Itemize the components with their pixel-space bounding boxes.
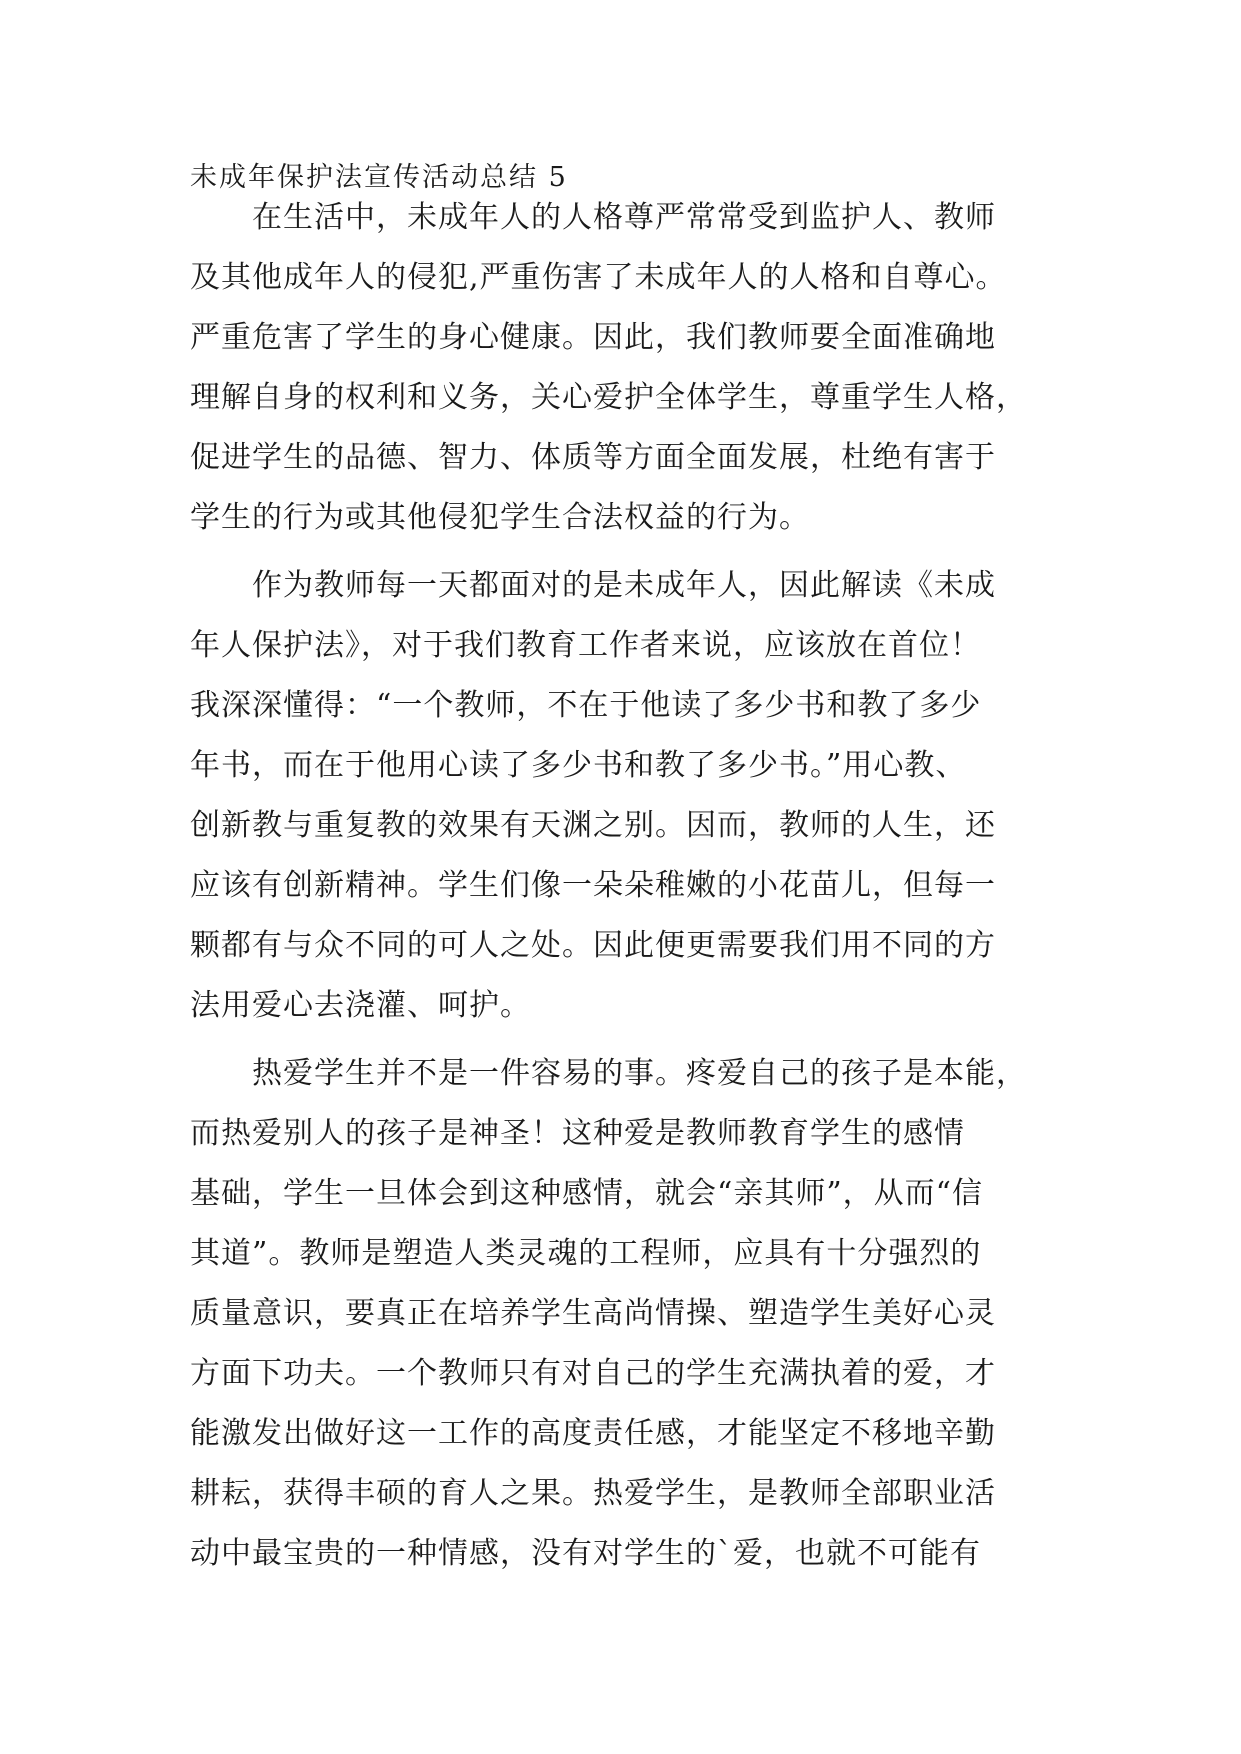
paragraph-1-line-3: 严重危害了学生的身心健康。因此，我们教师要全面准确地 (190, 320, 996, 355)
paragraph-1-line-2: 及其他成年人的侵犯,严重伤害了未成年人的人格和自尊心。 (190, 260, 1007, 295)
paragraph-3-line-4: 其道”。教师是塑造人类灵魂的工程师，应具有十分强烈的 (190, 1236, 982, 1271)
paragraph-3-line-9: 动中最宝贵的一种情感，没有对学生的`爱，也就不可能有 (190, 1536, 981, 1571)
paragraph-1-line-6: 学生的行为或其他侵犯学生合法权益的行为。 (190, 500, 810, 535)
paragraph-3-line-5: 质量意识，要真正在培养学生高尚情操、塑造学生美好心灵 (190, 1296, 996, 1331)
paragraph-3-line-1: 热爱学生并不是一件容易的事。疼爱自己的孩子是本能， (252, 1056, 1027, 1091)
paragraph-2-line-3: 我深深懂得：“一个教师，不在于他读了多少书和教了多少 (190, 688, 982, 723)
paragraph-2-line-7: 颗都有与众不同的可人之处。因此便更需要我们用不同的方 (190, 928, 996, 963)
paragraph-2-line-1: 作为教师每一天都面对的是未成年人，因此解读《未成 (252, 568, 996, 603)
paragraph-2-line-4: 年书，而在于他用心读了多少书和教了多少书。”用心教、 (190, 748, 967, 783)
paragraph-3-line-6: 方面下功夫。一个教师只有对自己的学生充满执着的爱，才 (190, 1356, 996, 1391)
paragraph-3-line-3: 基础，学生一旦体会到这种感情，就会“亲其师”，从而“信 (190, 1176, 984, 1211)
paragraph-3-line-7: 能激发出做好这一工作的高度责任感，才能坚定不移地辛勤 (190, 1416, 996, 1451)
paragraph-2-line-8: 法用爱心去浇灌、呵护。 (190, 988, 531, 1023)
document-title: 未成年保护法宣传活动总结 5 (190, 162, 568, 193)
paragraph-2-line-6: 应该有创新精神。学生们像一朵朵稚嫩的小花苗儿，但每一 (190, 868, 996, 903)
paragraph-1-line-1: 在生活中，未成年人的人格尊严常常受到监护人、教师 (252, 200, 996, 235)
paragraph-1-line-4: 理解自身的权利和义务，关心爱护全体学生，尊重学生人格， (190, 380, 1027, 415)
paragraph-2-line-5: 创新教与重复教的效果有天渊之别。因而，教师的人生，还 (190, 808, 996, 843)
paragraph-2-line-2: 年人保护法》，对于我们教育工作者来说，应该放在首位！ (190, 628, 981, 663)
paragraph-3-line-8: 耕耘，获得丰硕的育人之果。热爱学生，是教师全部职业活 (190, 1476, 996, 1511)
paragraph-1-line-5: 促进学生的品德、智力、体质等方面全面发展，杜绝有害于 (190, 440, 996, 475)
paragraph-3-line-2: 而热爱别人的孩子是神圣！这种爱是教师教育学生的感情 (190, 1116, 965, 1151)
